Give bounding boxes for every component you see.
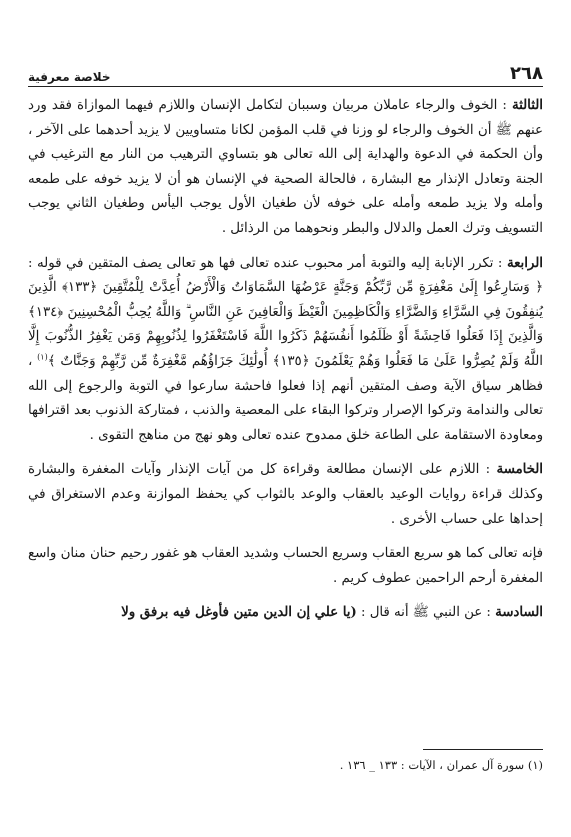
hadith-quote: (يا علي إن الدين متين فأوغل فيه برفق ولا (121, 605, 357, 621)
paragraph-lead: الثالثة (511, 98, 543, 113)
paragraph-intro: : تكرر الإنابة إليه والتوبة أمر محبوب عنده تعالى فها هو تعالى يصف المتقين في قوله : (28, 255, 503, 271)
paragraph-text: : عن النبي ﷺ أنه قال : (361, 605, 491, 621)
quran-verse: ﴿ وَسَارِعُوا إِلَىٰ مَغْفِرَةٍ مِّن رَّبِّكُمْ وَجَنَّةٍ عَرْضُهَا السَّمَاوَاتُ وَالْأَرْضُ أُعِدَّتْ لِلْمُتَّقِينَ ﴿١٣٣﴾ الَّذِينَ يُنفِقُونَ فِي السَّرَّاءِ وَالضَّرَّاءِ وَالْكَاظِمِينَ الْغَيْظَ وَالْعَافِينَ عَنِ النَّاسِ ۗ وَاللَّهُ يُحِبُّ الْمُحْسِنِينَ ﴿١٣٤﴾ وَالَّذِينَ إِذَا فَعَلُوا فَاحِشَةً أَوْ ظَلَمُوا أَنفُسَهُمْ ذَكَرُوا اللَّهَ فَاسْتَغْفَرُوا لِذُنُوبِهِمْ وَمَن يَغْفِرُ الذُّنُوبَ إِلَّا اللَّهُ وَلَمْ يُصِرُّوا عَلَىٰ مَا فَعَلُوا وَهُمْ يَعْلَمُونَ ﴿١٣٥﴾ أُولَٰئِكَ جَزَاؤُهُم مَّغْفِرَةٌ مِّن رَّبِّهِمْ وَجَنَّاتٌ ﴾ (28, 280, 543, 369)
paragraph-text: : الخوف والرجاء عاملان مربيان وسببان لتكامل الإنسان واللازم فيهما الموازاة فقد ورد عنهم ﷺ أن الخوف والرجاء لو وزنا في قلب المؤمن لكانا متساويين لا يزيد أحدهما على الآخر ، وأن الحكمة في الدعوة والهداية إلى الله تعالى هو بتساوي الترهيب من النار مع الترغيب في الجنة وتعادل الإنذار مع البشارة ، فالحالة الصحية في الإنسان هو أن لا يزيد خوفه على طمعه وأمله ولا يزيد طمعه وأمله على خوفه لأن طغيان الأول يوجب اليأس وطغيان الثاني يوجب التسويف وترك العمل والدلال والبطر ونحوهما من الرذائل . (28, 98, 543, 236)
paragraph-lead: الخامسة (496, 462, 543, 478)
paragraph-text: : اللازم على الإنسان مطالعة وقراءة كل من آيات الإنذار وآيات المغفرة والبشارة وكذلك قراءة روايات الوعيد بالعقاب والوعد بالثواب كي يحفظ الموازنة وعدم الاستغراق في إحداها على حساب الأخرى . (28, 462, 543, 527)
paragraph-text: ، فظاهر سياق الآية وصف المتقين أنهم إذا فعلوا فاحشة سارعوا في التوبة والرجوع إلى الله تعالى والندامة وتركوا الإصرار وتركوا البقاء على المعصية والذنب ، فمتاركة الذنوب بعد اقترافها ومعاودة الاستقامة على الطاعة خلق ممدوح عنده تعالى وهو نهج من مناهج التقوى . (28, 353, 543, 443)
footnote-marker: (١) (37, 352, 48, 362)
paragraph-third (28, 94, 543, 242)
paragraph-continuation (28, 542, 543, 591)
paragraph-fourth (28, 252, 543, 449)
header-rule (28, 86, 543, 87)
paragraph-fifth (28, 458, 543, 532)
page-number: ٢٦٨ (510, 63, 543, 84)
paragraph-sixth (28, 601, 543, 626)
paragraph-text: فإنه تعالى كما هو سريع العقاب وسريع الحساب وشديد العقاب هو غفور رحيم حنان منان واسع المغفرة أرحم الراحمين عطوف كريم . (28, 546, 543, 586)
footnote: (١) سورة آل عمران ، الآيات : ١٣٣ _ ١٣٦ . (339, 758, 543, 772)
footnote-rule (423, 749, 543, 750)
running-title: خلاصة معرفية (28, 70, 111, 84)
paragraph-lead: السادسة (495, 605, 543, 621)
page-body (28, 94, 543, 626)
page-header (28, 60, 543, 84)
paragraph-lead: الرابعة (506, 255, 543, 271)
